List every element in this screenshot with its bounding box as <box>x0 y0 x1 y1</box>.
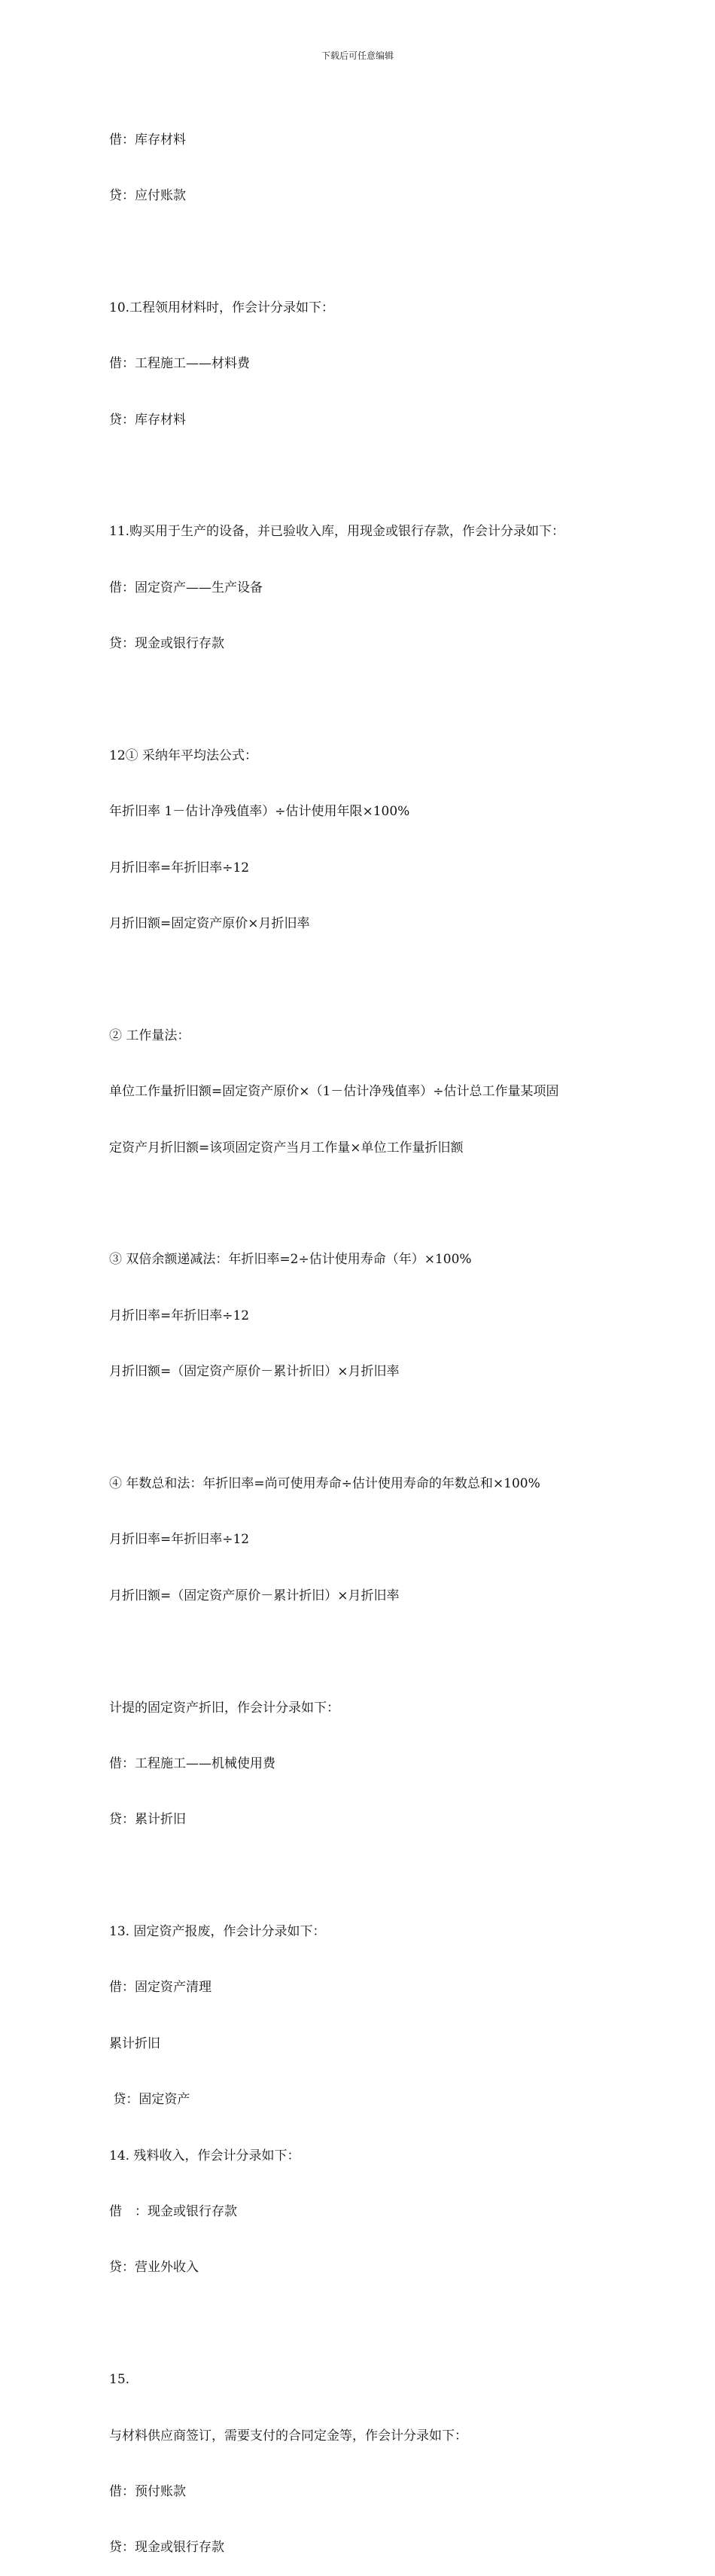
text-line: 贷：营业外收入 <box>109 2260 199 2276</box>
text-line: 贷：累计折旧 <box>109 1812 186 1828</box>
document-body <box>109 93 621 2576</box>
text-line: 月折旧率=年折旧率÷12 <box>109 860 250 875</box>
text-line: 借 ：现金或银行存款 <box>109 2204 237 2220</box>
text-line: 借：固定资产——生产设备 <box>109 580 263 595</box>
text-line: 借：工程施工——材料费 <box>109 356 250 372</box>
text-line: ② 工作量法： <box>109 1028 190 1043</box>
text-line: ③ 双倍余额递减法：年折旧率=2÷估计使用寿命（年）×100% <box>109 1252 472 1268</box>
blank-line <box>109 1867 621 1886</box>
page-header: 下载后可任意编辑 <box>321 50 394 61</box>
text-line: 贷：应付账款 <box>109 187 186 203</box>
text-line: 累计折旧 <box>109 2036 160 2051</box>
text-line: 14. 残料收入，作会计分录如下： <box>109 2148 300 2163</box>
text-line: 贷：现金或银行存款 <box>109 636 224 652</box>
blank-line <box>109 1643 621 1661</box>
blank-line <box>109 1419 621 1438</box>
text-line: 借：预付账款 <box>109 2484 186 2499</box>
text-line: 月折旧率=年折旧率÷12 <box>109 1532 250 1548</box>
text-line: 借：工程施工——机械使用费 <box>109 1755 275 1771</box>
text-line: 15. <box>109 2372 130 2388</box>
text-line: 10.工程领用材料时，作会计分录如下： <box>109 300 335 315</box>
text-line: 定资产月折旧额=该项固定资产当月工作量×单位工作量折旧额 <box>109 1140 464 1156</box>
text-line: 年折旧率 1－估计净残值率）÷估计使用年限×100% <box>109 804 410 820</box>
text-line: 月折旧率=年折旧率÷12 <box>109 1308 250 1323</box>
text-line: 计提的固定资产折旧，作会计分录如下： <box>109 1700 339 1716</box>
blank-line <box>109 691 621 710</box>
text-line: 月折旧额=（固定资产原价－累计折旧）×月折旧率 <box>109 1588 400 1603</box>
text-line: 贷：库存材料 <box>109 412 186 428</box>
text-line: 月折旧额=（固定资产原价－累计折旧）×月折旧率 <box>109 1364 400 1380</box>
text-line: 月折旧额=固定资产原价×月折旧率 <box>109 916 310 932</box>
blank-line <box>109 970 621 989</box>
blank-line <box>109 242 621 261</box>
text-line: ④ 年数总和法：年折旧率=尚可使用寿命÷估计使用寿命的年数总和×100% <box>109 1475 540 1491</box>
text-line: 12① 采纳年平均法公式： <box>109 748 258 763</box>
text-line: 单位工作量折旧额=固定资产原价×（1－估计净残值率）÷估计总工作量某项固 <box>109 1084 559 1100</box>
blank-line <box>109 467 621 486</box>
text-line: 与材料供应商签订，需要支付的合同定金等，作会计分录如下： <box>109 2428 467 2444</box>
text-line: 11.购买用于生产的设备，并已验收入库，用现金或银行存款，作会计分录如下： <box>109 524 565 540</box>
blank-line <box>109 2315 621 2334</box>
text-line: 借：固定资产清理 <box>109 1980 211 1996</box>
blank-line <box>109 1195 621 1213</box>
text-line: 借：库存材料 <box>109 132 186 148</box>
text-line: 贷：现金或银行存款 <box>109 2540 224 2556</box>
text-line: 13. 固定资产报废，作会计分录如下： <box>109 1924 326 1940</box>
text-line: 贷：固定资产 <box>109 2092 190 2108</box>
